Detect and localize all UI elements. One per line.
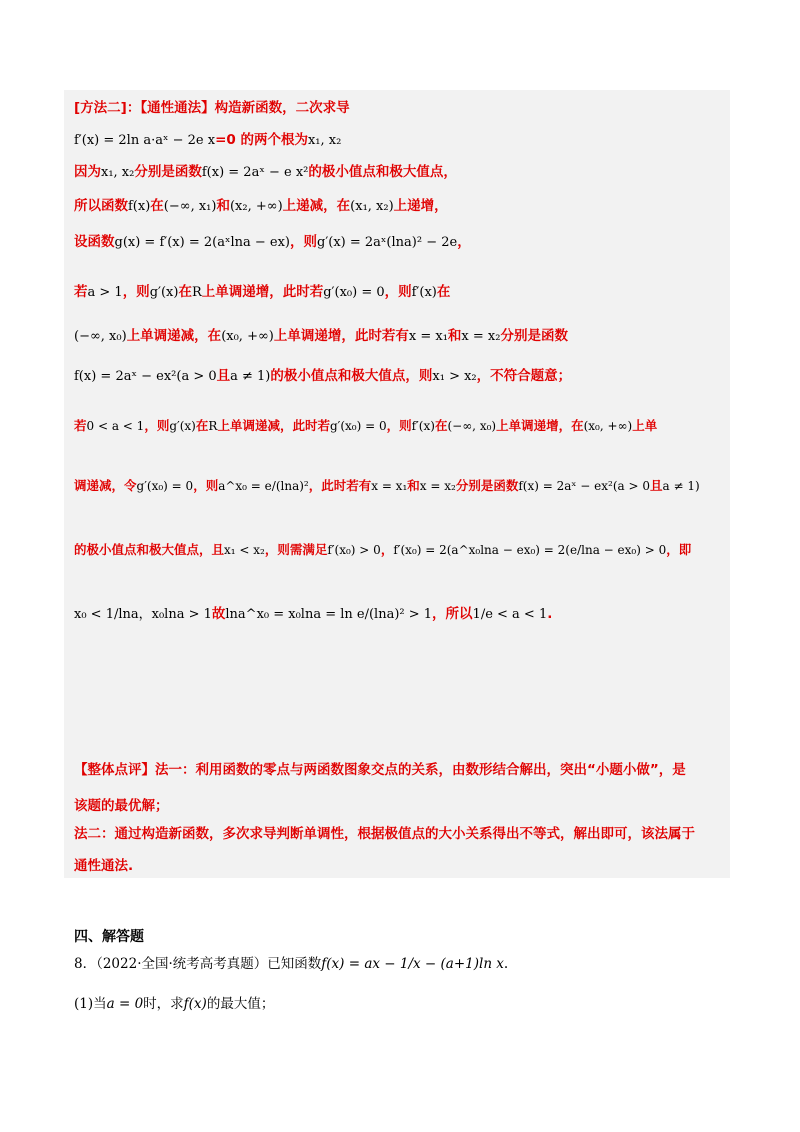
text: 在 — [178, 284, 192, 300]
text: 在 — [195, 418, 209, 433]
solution-line-4 — [74, 232, 471, 253]
formula: x₀ < 1/lna，x₀lna > 1 — [74, 607, 212, 622]
formula: x = x₂ — [461, 329, 501, 344]
formula: g′(x) — [149, 285, 179, 300]
formula: a ≠ 1) — [230, 369, 271, 384]
formula: a ≠ 1) — [662, 479, 700, 493]
formula: f′(x) — [411, 285, 437, 300]
text: 上单调递减，在 — [126, 328, 222, 344]
formula: f(x) = 2aˣ − ex²(a > 0 — [74, 369, 217, 384]
question-8 — [74, 954, 508, 974]
formula: g′(x₀) = 0 — [323, 285, 385, 300]
text: 上单调递增，此时若有 — [273, 328, 409, 344]
text: ， — [380, 542, 394, 557]
formula: x₁ > x₂ — [432, 369, 477, 384]
text: 在 — [150, 198, 164, 214]
text: 故 — [211, 606, 226, 622]
text: 在 — [436, 284, 451, 300]
formula: g′(x) = 2aˣ(lna)² − 2e — [317, 235, 458, 250]
summary-line-1: 【整体点评】法一：利用函数的零点与两函数图象交点的关系，由数形结合解出，突出“小题小做”，是 — [74, 762, 686, 778]
text: 和 — [216, 198, 230, 214]
text: 所以函数 — [74, 198, 128, 214]
text: 因为 — [74, 164, 101, 180]
formula: f′(x) = 2ln a·aˣ − 2e x — [74, 133, 216, 148]
formula: x₁ < x₂ — [224, 543, 265, 557]
text: ，则 — [144, 418, 170, 433]
formula: x = x₂ — [419, 479, 456, 493]
text: 若 — [74, 418, 87, 433]
text: 设函数 — [74, 234, 115, 250]
summary-line-3: 法二：通过构造新函数，多次求导判断单调性，根据极值点的大小关系得出不等式，解出即可，该法属于 — [74, 826, 695, 842]
summary-line-2: 该题的最优解； — [74, 798, 169, 814]
formula: R — [191, 285, 202, 300]
formula: g′(x₀) = 0 — [136, 479, 194, 493]
text: 上单调递增，在 — [496, 418, 584, 433]
text: 的极小值点和极大值点，则 — [270, 368, 433, 384]
formula: g′(x₀) = 0 — [329, 419, 387, 433]
formula: f(x) = 2aˣ − e x² — [201, 165, 309, 180]
formula: R — [208, 419, 218, 433]
solution-line-5 — [74, 282, 450, 303]
text: 调递减，令 — [74, 478, 137, 493]
text: 的极小值点和极大值点， — [308, 164, 457, 180]
solution-line-2 — [74, 162, 457, 183]
formula: f(x) = ax − 1/x − (a+1)ln x — [321, 956, 504, 972]
solution-line-7 — [74, 366, 571, 387]
text: ， — [457, 234, 471, 250]
formula: (−∞, x₁) — [163, 199, 217, 214]
formula: 0 < a < 1 — [86, 419, 145, 433]
text: 上单 — [632, 418, 658, 433]
text: 且 — [216, 368, 231, 384]
formula: g′(x) — [169, 419, 196, 433]
text: 上递增， — [393, 198, 448, 214]
formula: g(x) = f′(x) = 2(aˣlna − ex) — [114, 235, 290, 250]
text: 和 — [407, 478, 420, 493]
formula: f′(x₀) = 2(a^x₀lna − ex₀) = 2(e/lna − ex₀) > 0 — [393, 543, 667, 557]
text: (1)当 — [74, 996, 107, 1012]
formula: lna^x₀ = x₀lna = ln e/(lna)² > 1 — [225, 607, 433, 622]
text: . — [503, 956, 509, 972]
text: 时，求 — [143, 996, 184, 1012]
text: 上递减，在 — [282, 198, 351, 214]
text: 在 — [434, 418, 448, 433]
text: ，所以 — [432, 606, 473, 622]
text: 8．（2022·全国·统考高考真题）已知函数 — [74, 956, 322, 972]
formula: (x₀, +∞) — [583, 419, 633, 433]
solution-line-6 — [74, 326, 568, 347]
summary-line-4: 通性通法. — [74, 858, 134, 874]
formula: f(x) = 2aˣ − ex²(a > 0 — [518, 479, 650, 493]
solution-line-1 — [74, 130, 341, 151]
formula: f(x) — [183, 996, 207, 1012]
text: 的极小值点和极大值点，且 — [74, 542, 225, 557]
solution-line-11 — [74, 604, 552, 625]
formula: (x₁, x₂) — [350, 199, 394, 214]
text: ，则需满足 — [264, 542, 328, 557]
formula: a^x₀ = e/(lna)² — [218, 479, 309, 493]
formula: x = x₁ — [371, 479, 408, 493]
formula: (−∞, x₀) — [74, 329, 127, 344]
text: ，则 — [384, 284, 412, 300]
solution-line-10 — [74, 540, 691, 560]
text: =0 的两个根为 — [215, 132, 308, 148]
text: 上单调递减，此时若 — [217, 418, 330, 433]
formula: x₁, x₂ — [307, 133, 342, 148]
formula: (−∞, x₀) — [447, 419, 497, 433]
text: ，不符合题意； — [476, 368, 572, 384]
text: . — [547, 606, 553, 622]
text: 分别是函数 — [134, 164, 202, 180]
text: 且 — [649, 478, 663, 493]
formula: f′(x₀) > 0 — [327, 543, 381, 557]
text: ，则 — [386, 418, 412, 433]
formula: x₁, x₂ — [101, 165, 135, 180]
formula: 1/e < a < 1 — [472, 607, 548, 622]
text: ，此时若有 — [308, 478, 372, 493]
formula: (x₂, +∞) — [229, 199, 283, 214]
text: 若 — [74, 284, 88, 300]
text: 上单调递增，此时若 — [201, 284, 324, 300]
formula: (x₀, +∞) — [221, 329, 274, 344]
text: 分别是函数 — [455, 478, 519, 493]
solution-line-9 — [74, 476, 700, 496]
formula: f(x) — [128, 199, 151, 214]
text: 的最大值； — [206, 996, 275, 1012]
formula: a > 1 — [87, 285, 123, 300]
formula: f′(x) — [411, 419, 435, 433]
text: ，即 — [666, 542, 692, 557]
text: 和 — [447, 328, 462, 344]
method-two-heading: [方法二]：【通性通法】构造新函数，二次求导 — [74, 100, 350, 116]
formula: a = 0 — [106, 996, 144, 1012]
solution-line-3 — [74, 196, 448, 217]
section-title: 四、解答题 — [74, 929, 144, 945]
text: ，则 — [193, 478, 219, 493]
question-8-part-1 — [74, 994, 274, 1014]
solution-line-8 — [74, 416, 657, 436]
text: ，则 — [122, 284, 150, 300]
text: 分别是函数 — [500, 328, 568, 344]
text: ，则 — [290, 234, 317, 250]
formula: x = x₁ — [408, 329, 448, 344]
